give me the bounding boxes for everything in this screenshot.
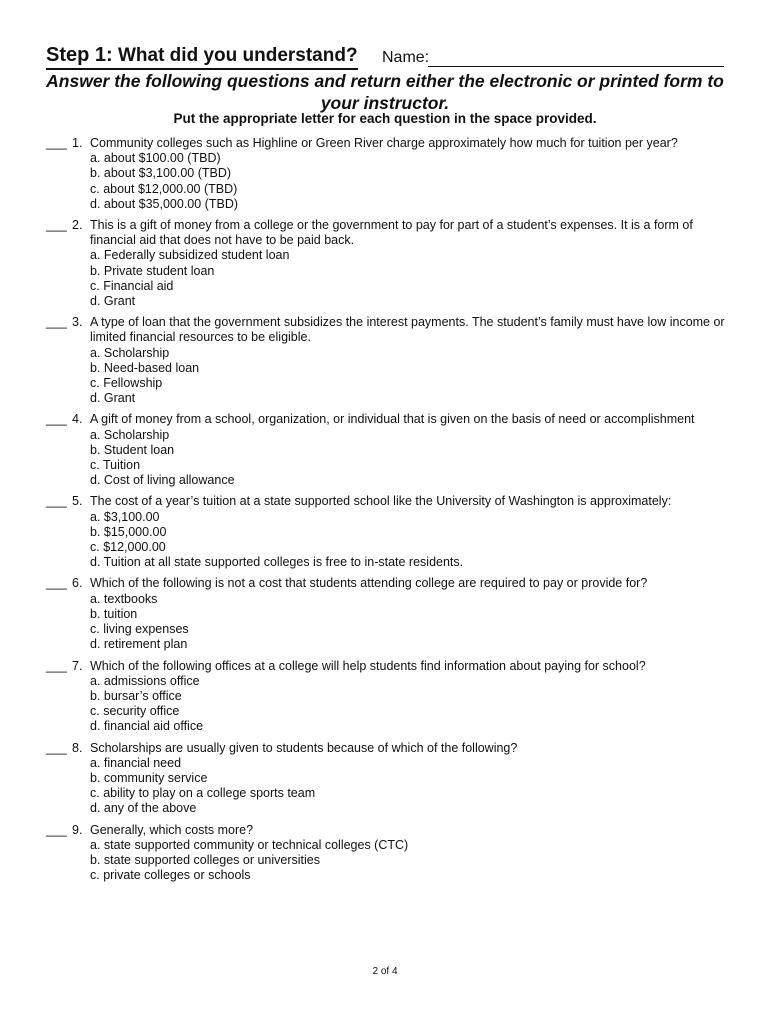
answer-option: c. Fellowship [90,376,163,391]
answer-option: a. about $100.00 (TBD) [90,151,221,166]
question-text: Which of the following offices at a college will help students find information about paying for school? [90,658,646,673]
answer-option: a. Federally subsidized student loan [90,248,290,263]
answer-option: d. financial aid office [90,719,204,734]
answer-option: a. financial need [90,755,182,770]
answer-option: d. Grant [90,391,136,406]
answer-option: d. about $35,000.00 (TBD) [90,196,239,211]
answer-option: d. Grant [90,294,136,309]
answer-option: c. $12,000.00 [90,540,166,555]
question-text: Which of the following is not a cost that students attending college are required to pay or provide for? [90,576,648,591]
answer-blank[interactable]: ___ [46,740,67,755]
answer-option: b. community service [90,770,208,785]
answer-option: a. state supported community or technical colleges (CTC) [90,837,409,852]
answer-blank[interactable]: ___ [46,494,67,509]
question-item [46,136,730,212]
question-list [46,136,730,889]
answer-blank[interactable]: ___ [46,658,67,673]
question-number: 9. [72,822,83,837]
question-number: 3. [72,315,83,330]
answer-option: d. Tuition at all state supported colleges is free to in-state residents. [90,555,464,570]
answer-option: b. state supported colleges or universities [90,852,320,867]
name-field-line[interactable] [428,66,724,67]
question-item [46,576,730,652]
question-number: 8. [72,740,83,755]
step-label: Step 1: [46,44,113,66]
answer-option: d. retirement plan [90,637,188,652]
answer-option: c. private colleges or schools [90,868,251,883]
answer-option: c. ability to play on a college sports team [90,786,316,801]
question-text: This is a gift of money from a college or the government to pay for part of a student’s expenses. It is a form of financial aid that does not have to be paid back. [90,218,693,248]
question-number: 2. [72,218,83,233]
question-text: Scholarships are usually given to students because of which of the following? [90,740,518,755]
question-item [46,823,730,884]
answer-option: c. Tuition [90,458,141,473]
answer-options [90,592,730,653]
answer-option: c. Financial aid [90,278,174,293]
answer-blank[interactable]: ___ [46,822,67,837]
answer-options [90,510,730,571]
question-number: 1. [72,136,83,150]
question-item [46,218,730,309]
answer-option: b. tuition [90,606,138,621]
answer-option: c. about $12,000.00 (TBD) [90,181,238,196]
answer-options [90,756,730,817]
answer-options [90,838,730,884]
answer-blank[interactable]: ___ [46,412,67,427]
question-text: A type of loan that the government subsidizes the interest payments. The student’s family must have low income or limited financial resources to be eligible. [90,315,725,345]
answer-option: d. Cost of living allowance [90,473,235,488]
question-number: 6. [72,576,83,591]
answer-option: a. textbooks [90,591,158,606]
answer-option: b. about $3,100.00 (TBD) [90,166,232,181]
question-item [46,659,730,735]
question-item [46,494,730,570]
question-item [46,412,730,488]
answer-option: d. any of the above [90,801,197,816]
answer-blank[interactable]: ___ [46,315,67,330]
header-row [46,44,726,70]
name-label: Name: [382,49,430,66]
answer-option: a. Scholarship [90,345,170,360]
answer-option: a. Scholarship [90,427,170,442]
question-number: 7. [72,658,83,673]
question-text: The cost of a year’s tuition at a state supported school like the University of Washington is approximately: [90,494,672,509]
answer-option: b. Private student loan [90,263,215,278]
instruction-subheading: Put the appropriate letter for each question in the space provided. [173,111,597,126]
answer-options [90,346,730,407]
answer-options [90,428,730,489]
answer-option: b. Student loan [90,442,175,457]
answer-option: b. bursar’s office [90,688,182,703]
answer-options [90,674,730,735]
answer-option: a. admissions office [90,673,200,688]
answer-option: a. $3,100.00 [90,509,160,524]
question-number: 5. [72,494,83,509]
answer-option: b. $15,000.00 [90,524,167,539]
answer-blank[interactable]: ___ [46,136,67,150]
question-text: Community colleges such as Highline or Green River charge approximately how much for tuition per year? [90,136,678,150]
question-item [46,741,730,817]
answer-blank[interactable]: ___ [46,576,67,591]
question-text: Generally, which costs more? [90,822,254,837]
page-number: 2 of 4 [372,966,398,977]
answer-options [90,248,730,309]
instruction-heading: Answer the following questions and return either the electronic or printed form to your instructor. [46,71,724,113]
step-title-text: What did you understand? [112,45,358,66]
answer-blank[interactable]: ___ [46,218,67,233]
answer-option: c. living expenses [90,622,189,637]
question-number: 4. [72,412,83,427]
question-item [46,315,730,406]
answer-option: c. security office [90,704,180,719]
question-text: A gift of money from a school, organization, or individual that is given on the basis of need or accomplishment [90,412,695,427]
answer-options [90,151,730,212]
step-title [46,44,358,70]
answer-option: b. Need-based loan [90,360,200,375]
